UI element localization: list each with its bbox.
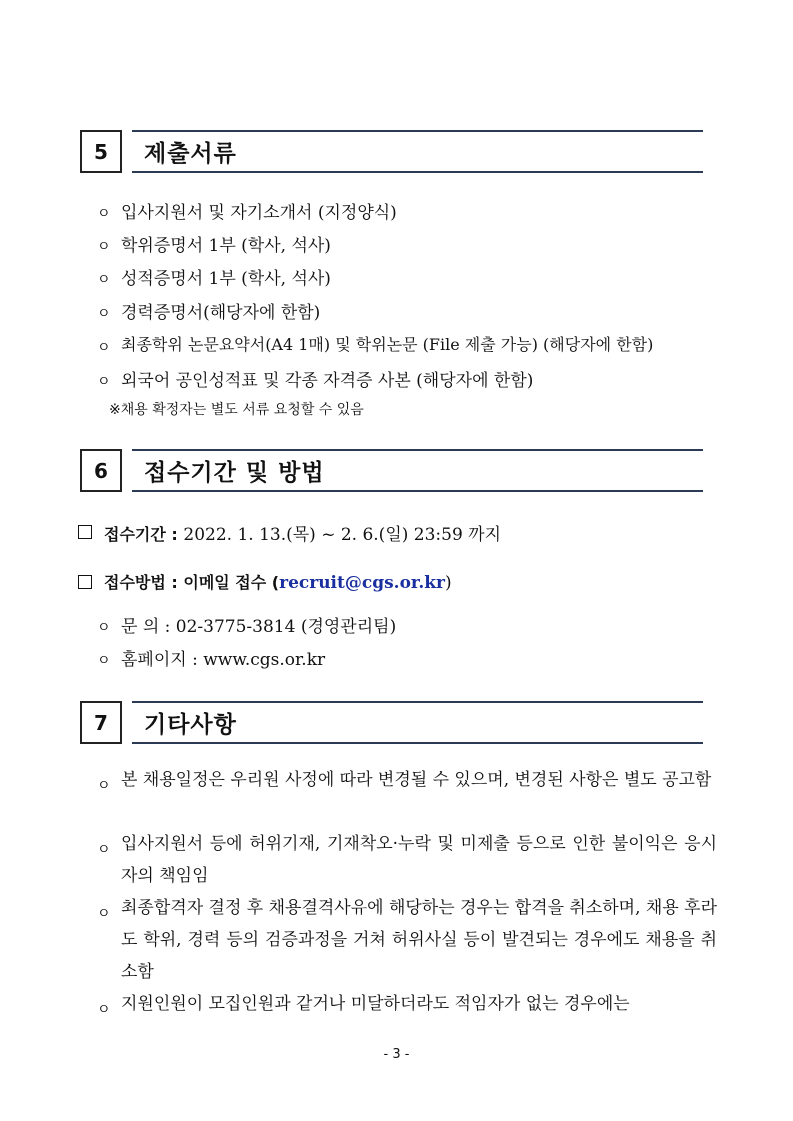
bullet-icon: ㅇ — [97, 1002, 111, 1018]
page-number: - 3 - — [383, 1047, 410, 1062]
bullet-icon: ㅇ — [97, 620, 111, 636]
list-item: 경력증명서(해당자에 한함) — [121, 303, 321, 323]
section-5-header — [80, 130, 703, 176]
bullet-icon: ㅇ — [97, 272, 111, 288]
bullet-icon: ㅇ — [97, 239, 111, 255]
bullet-icon: ㅇ — [97, 778, 111, 794]
bullet-icon: ㅇ — [97, 206, 111, 222]
section-number: 6 — [80, 449, 122, 492]
list-item: 지원인원이 모집인원과 같거나 미달하더라도 적임자가 없는 경우에는 — [121, 994, 630, 1014]
method-line — [104, 570, 452, 593]
note-text: ※채용 확정자는 별도 서류 요청할 수 있음 — [109, 402, 364, 418]
bullet-icon: ㅇ — [97, 306, 111, 322]
bullet-icon: ㅇ — [97, 374, 111, 390]
list-item: 외국어 공인성적표 및 각종 자격증 사본 (해당자에 한함) — [121, 371, 534, 391]
list-item: 성적증명서 1부 (학사, 석사) — [121, 269, 331, 289]
list-item: 입사지원서 및 자기소개서 (지정양식) — [121, 203, 397, 223]
bullet-icon: ㅇ — [97, 906, 111, 922]
bullet-icon: ㅇ — [97, 842, 111, 858]
section-title: 기타사항 — [132, 701, 703, 744]
list-item: 문 의 : 02-3775-3814 (경영관리팀) — [121, 617, 397, 637]
checkbox-square-icon — [78, 525, 92, 539]
bullet-icon: ㅇ — [97, 653, 111, 669]
section-7-header — [80, 701, 703, 747]
list-item: 홈페이지 : www.cgs.or.kr — [121, 650, 326, 670]
section-title: 접수기간 및 방법 — [132, 449, 703, 492]
list-item: 본 채용일정은 우리원 사정에 따라 변경될 수 있으며, 변경된 사항은 별도 공고함 — [121, 770, 712, 790]
method-close: ) — [444, 573, 452, 593]
list-item: 최종학위 논문요약서(A4 1매) 및 학위논문 (File 제출 가능) (해당자에 한함) — [121, 335, 654, 354]
checkbox-square-icon — [78, 575, 92, 589]
section-number: 5 — [80, 130, 122, 173]
email-link[interactable]: recruit@cgs.or.kr — [279, 573, 445, 593]
list-item: 최종합격자 결정 후 채용결격사유에 해당하는 경우는 합격을 취소하며, 채용 후라도 학위, 경력 등의 검증과정을 거쳐 허위사실 등이 발견되는 경우에도 채용을 취소함 — [121, 898, 717, 982]
list-item: 학위증명서 1부 (학사, 석사) — [121, 236, 331, 256]
section-title: 제출서류 — [132, 130, 703, 173]
period-value: 2022. 1. 13.(목) ~ 2. 6.(일) 23:59 까지 — [183, 525, 502, 545]
section-number: 7 — [80, 701, 122, 744]
period-line — [104, 520, 501, 545]
period-label: 접수기간 : — [104, 525, 184, 544]
section-6-header — [80, 449, 703, 495]
method-label: 접수방법 : 이메일 접수 ( — [104, 573, 280, 592]
bullet-icon: ㅇ — [97, 340, 111, 356]
list-item: 입사지원서 등에 허위기재, 기재착오·누락 및 미제출 등으로 인한 불이익은 응시자의 책임임 — [121, 834, 717, 886]
